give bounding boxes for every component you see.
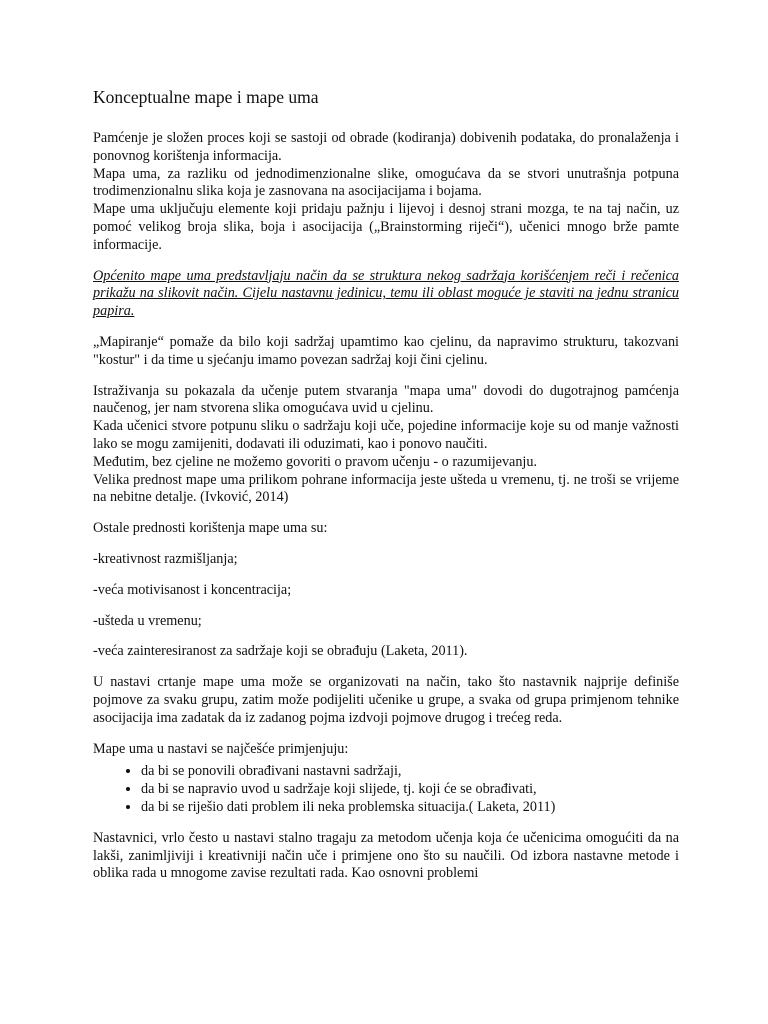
paragraph-memory: Pamćenje je složen proces koji se sastoji od obrade (kodiranja) dobivenih podataka, do pronalaženja i ponovnog korištenja informacija. [93,130,679,164]
paragraph-mind-map-definition: Mapa uma, za razliku od jednodimenzionalne slike, omogućava da se stvori unutrašnja potpuna trodimenzionalnu slika koja je zasnovana na asocijacijama i bojama. [93,165,679,200]
paragraph-emphasis: Općenito mape uma predstavljaju način da se struktura nekog sadržaja korišćenjem reči i rečenica prikažu na slikovit način. Cijelu nastavnu jedinicu, temu ili oblast moguće je staviti na jednu stranicu papira. [93,267,679,320]
paragraph-mapping: „Mapiranje“ pomaže da bilo koji sadržaj upamtimo kao cjelinu, da napravimo strukturu, takozvani "kostur" i da time u sjećanju imamo povezan sadržaj koji čini cjelinu. [93,333,679,368]
paragraph-applications-intro: Mape uma u nastavi se najčešće primjenjuju: [93,740,349,757]
paragraph-advantage: Velika prednost mape uma prilikom pohrane informacija jeste ušteda u vremenu, tj. ne troši se vrijeme na nebitne detalje. (Ivković, 2014) [93,471,679,506]
paragraph-teaching-organization: U nastavi crtanje mape uma može se organizovati na način, tako što nastavnik najprije definiše pojmove za svaku grupu, zatim može podijeliti učenike u grupe, a svaka od grupa primjenom tehnike asocijacija ima zadatak da iz zadanog pojma izdvoji pojmove drugog i trećeg reda. [93,674,679,726]
advantage-item-motivation: -veća motivisanost i koncentracija; [93,581,292,598]
advantage-item-interest: -veća zainteresiranost za sadržaje koji se obrađuju (Laketa, 2011). [93,643,468,660]
paragraph-complete-picture: Kada učenici stvore potpunu sliku o sadržaju koji uče, pojedine informacije koje su od manje važnosti lako se mogu zamijeniti, dodavati ili oduzimati, kao i ponovo naučiti. [93,418,679,452]
paragraph-brain-hemispheres: Mape uma uključuju elemente koji pridaju pažnju i lijevoj i desnoj strani mozga, te na taj način, uz pomoć velikog broja slika, boja i asocijacija („Brainstorming riječi“), učenici mnogo brže pamte informacije. [93,201,679,253]
document-title: Konceptualne mape i mape uma [93,87,319,107]
list-item: • da bi se riješio dati problem ili neka problemska situacija.( Laketa, 2011) [141,799,679,817]
list-item: • da bi se ponovili obrađivani nastavni sadržaji, [141,763,679,781]
paragraph-research: Istraživanja su pokazala da učenje putem stvaranja "mapa uma" dovodi do dugotrajnog pamćenja naučenog, jer nam stvorena slika omogućava uvid u cjelinu. [93,382,679,417]
advantage-item-time: -ušteda u vremenu; [93,612,202,629]
applications-list [93,763,679,816]
document-page [93,86,679,883]
paragraph-understanding: Međutim, bez cjeline ne možemo govoriti o pravom učenju - o razumijevanju. [93,453,538,470]
paragraph-teachers: Nastavnici, vrlo često u nastavi stalno tragaju za metodom učenja koja će učenicima omogućiti da na lakši, zanimljiviji i kreativniji način uče i primjene ono što su naučili. Od izbora nastavne metode i oblika rada u mnogome zavise rezultati rada. Kao osnovni problemi [93,829,679,882]
list-item: • da bi se napravio uvod u sadržaje koji slijede, tj. koji će se obrađivati, [141,781,679,799]
advantage-item-creativity: -kreativnost razmišljanja; [93,550,238,567]
paragraph-other-advantages: Ostale prednosti korištenja mape uma su: [93,520,328,537]
